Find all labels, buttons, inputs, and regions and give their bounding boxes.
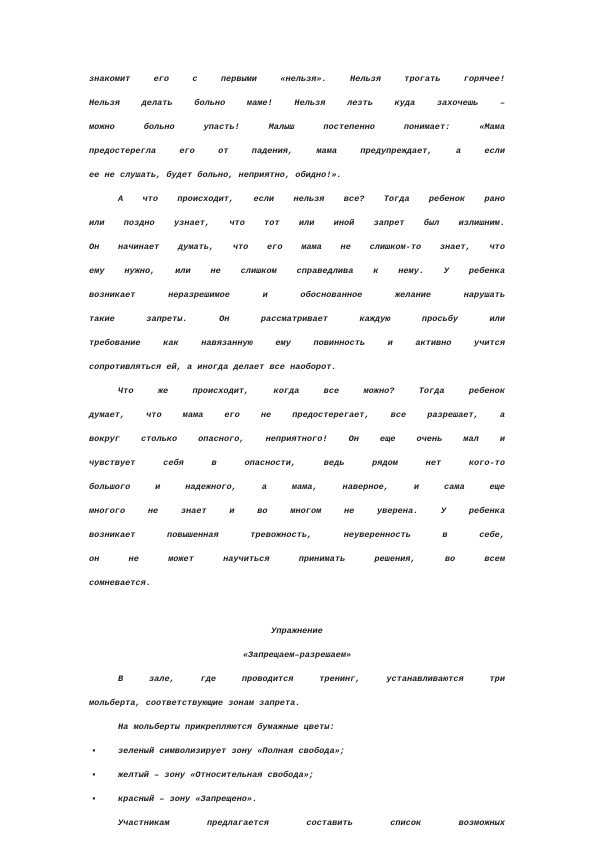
paragraph-2-line: такие запреты. Он рассматривает каждую просьбу или xyxy=(89,314,505,324)
paragraph-2-line: требование как навязанную ему повинность и активно учится xyxy=(89,338,505,348)
paragraph-3-line: Что же происходит, когда все можно? Тогда ребенок xyxy=(118,386,505,396)
paragraph-3-line: большого и надежного, а мама, наверное, и сама еще xyxy=(89,482,505,492)
paragraph-1-line: знакомит его с первыми «нельзя». Нельзя трогать горячее! xyxy=(89,74,505,84)
paragraph-1-line: можно больно упасть! Малыш постепенно понимает: «Мама xyxy=(89,122,505,132)
exercise-subtitle: «Запрещаем–разрешаем» xyxy=(242,650,352,660)
paragraph-2-line: или поздно узнает, что тот или иной запрет был излишним. xyxy=(89,218,505,228)
paragraph-1-line: ее не слушать, будет больно, неприятно, обидно!». xyxy=(89,170,342,180)
paragraph-2-line: сопротивляться ей, а иногда делает все наоборот. xyxy=(89,362,337,372)
paragraph-1-line: предостерегла его от падения, мама предупреждает, а если xyxy=(89,146,505,156)
paragraph-3-line: возникает повышенная тревожность, неуверенность в себе, xyxy=(89,530,505,540)
bullet-item-green: зеленый символизирует зону «Полная свобода»; xyxy=(118,746,345,756)
paragraph-3-line: сомневается. xyxy=(89,578,151,588)
exercise-intro-line: В зале, где проводится тренинг, устанавливаются три xyxy=(118,674,505,684)
exercise-intro-line: мольберта, соответствующие зонам запрета. xyxy=(89,698,301,708)
paragraph-2-line: возникает неразрешимое и обоснованное желание нарушать xyxy=(89,290,505,300)
exercise-title: Упражнение xyxy=(271,626,323,636)
bullet-marker: ▪ xyxy=(91,770,97,780)
exercise-last-line: Участникам предлагается составить список возможных xyxy=(118,818,505,828)
bullet-marker: ▪ xyxy=(91,794,97,804)
paragraph-2-line: Он начинает думать, что его мама не слишком-то знает, что xyxy=(89,242,505,252)
bullet-item-yellow: желтый – зону «Относительная свобода»; xyxy=(118,770,314,780)
bullet-marker: ▪ xyxy=(91,746,97,756)
paragraph-3-line: чувствует себя в опасности, ведь рядом нет кого-то xyxy=(89,458,505,468)
paragraph-3-line: он не может научиться принимать решения, во всем xyxy=(89,554,505,564)
paragraph-3-line: многого не знает и во многом не уверена. У ребенка xyxy=(89,506,505,516)
paragraph-2-line: ему нужно, или не слишком справедлива к нему. У ребенка xyxy=(89,266,505,276)
exercise-flowers-line: На мольберты прикрепляются бумажные цветы: xyxy=(118,722,335,732)
paragraph-1-line: Нельзя делать больно маме! Нельзя лезть куда захочешь – xyxy=(89,98,505,108)
paragraph-3-line: вокруг столько опасного, неприятного! Он еще очень мал и xyxy=(89,434,505,444)
paragraph-3-line: думает, что мама его не предостерегает, все разрешает, а xyxy=(89,410,505,420)
paragraph-2-line: А что происходит, если нельзя все? Тогда ребенок рано xyxy=(118,194,505,204)
bullet-item-red: красный – зону «Запрещено». xyxy=(118,794,258,804)
